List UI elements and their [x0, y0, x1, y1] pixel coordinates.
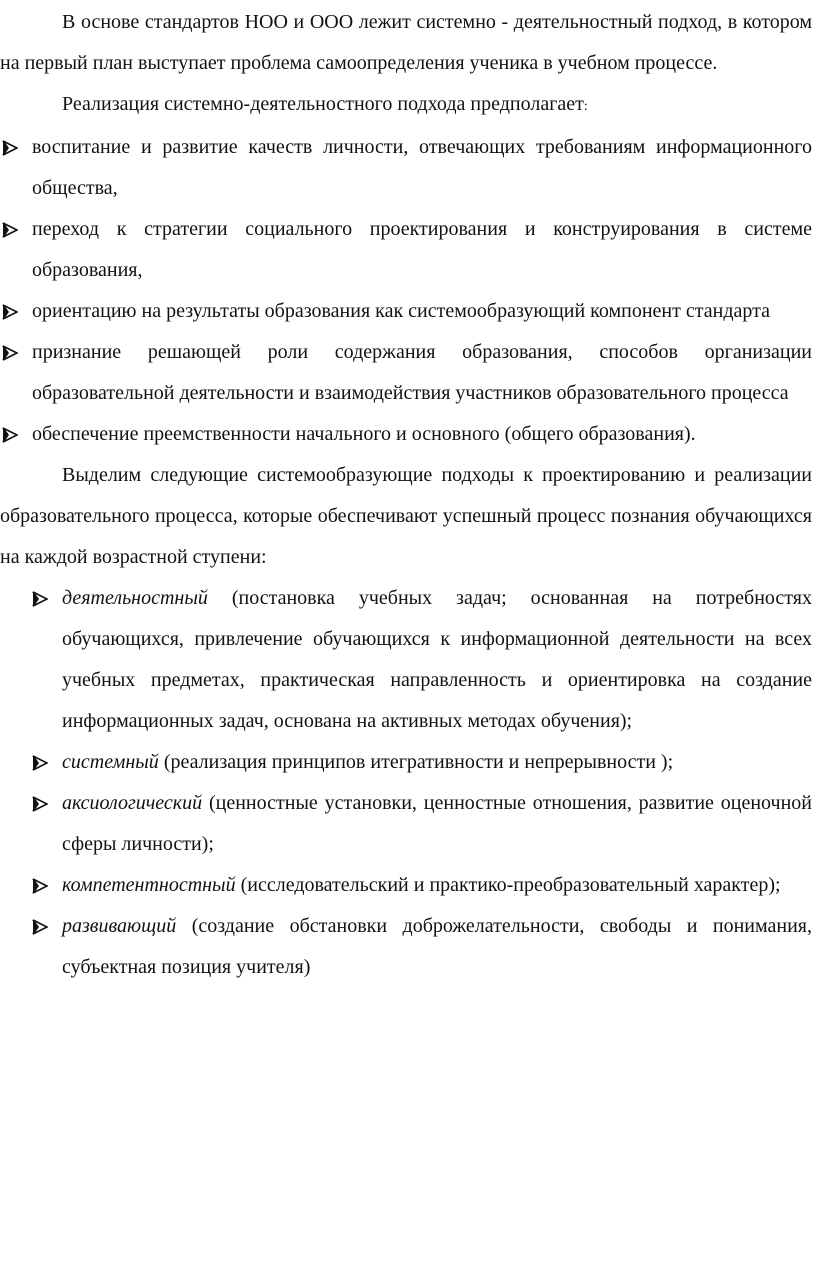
list-item [0, 783, 812, 865]
list-item [0, 209, 812, 291]
list-item [0, 414, 812, 455]
arrowhead-bullet-icon [2, 209, 20, 250]
approach-term: деятельностный [62, 587, 208, 609]
arrowhead-bullet-icon [32, 742, 50, 783]
implementation-list [0, 127, 812, 455]
paragraph-approaches: Выделим следующие системообразующие подходы к проектированию и реализации образовательного процесса, которые обеспечивают успешный процесс познания обучающихся на каждой возрастной ступени: [0, 464, 812, 568]
approach-description: (создание обстановки доброжелательности, свободы и понимания, субъектная позиция учителя) [62, 915, 812, 978]
arrowhead-bullet-icon [32, 783, 50, 824]
approach-term: развивающий [62, 915, 177, 937]
list-item-text: обеспечение преемственности начального и основного (общего образования). [32, 423, 696, 445]
arrowhead-bullet-icon [2, 127, 20, 168]
arrowhead-bullet-icon [2, 332, 20, 373]
paragraph-implementation-text: Реализация системно-деятельностного подхода предполагает [62, 93, 584, 115]
paragraph-implementation-colon: : [583, 99, 588, 114]
paragraph-intro: В основе стандартов НОО и ООО лежит системно - деятельностный подход, в котором на первый план выступает проблема самоопределения ученика в учебном процессе. [0, 11, 812, 74]
approach-description: (ценностные установки, ценностные отношения, развитие оценочной сферы личности); [62, 792, 812, 855]
arrowhead-bullet-icon [2, 291, 20, 332]
approach-description: (реализация принципов итегративности и непрерывности ); [158, 751, 674, 773]
approach-description: (исследовательский и практико-преобразовательный характер); [235, 874, 781, 896]
arrowhead-bullet-icon [2, 414, 20, 455]
approach-term: компетентностный [62, 874, 236, 896]
arrowhead-bullet-icon [32, 578, 50, 619]
list-item [0, 291, 812, 332]
list-item-text: воспитание и развитие качеств личности, отвечающих требованиям информационного общества, [32, 136, 812, 199]
approaches-list [0, 578, 812, 988]
list-item [0, 127, 812, 209]
list-item-text: ориентацию на результаты образования как системообразующий компонент стандарта [32, 300, 770, 322]
approach-term: аксиологический [62, 792, 203, 814]
list-item-text: переход к стратегии социального проектирования и конструирования в системе образования, [32, 218, 812, 281]
list-item [0, 332, 812, 414]
paragraph-implementation [0, 84, 812, 127]
arrowhead-bullet-icon [32, 906, 50, 947]
approach-description: (постановка учебных задач; основанная на потребностях обучающихся, привлечение обучающихся к информационной деятельности на всех учебных предметах, практическая направленность и ориентировка на создание информационных задач, основана на активных методах обучения); [62, 587, 812, 732]
list-item [0, 578, 812, 742]
approach-term: системный [62, 751, 159, 773]
list-item [0, 742, 812, 783]
list-item-text: признание решающей роли содержания образования, способов организации образовательной деятельности и взаимодействия участников образовательного процесса [32, 341, 812, 404]
arrowhead-bullet-icon [32, 865, 50, 906]
list-item [0, 906, 812, 988]
list-item [0, 865, 812, 906]
